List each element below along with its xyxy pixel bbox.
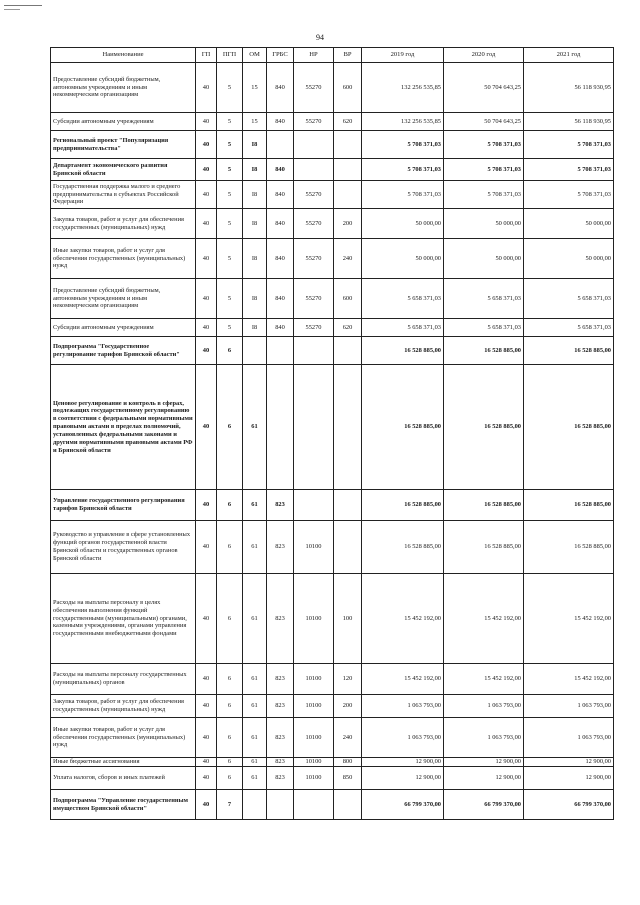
cell-2021: 16 528 885,00: [524, 490, 614, 521]
cell-vr: 240: [334, 718, 362, 758]
cell-nr: 55270: [294, 209, 334, 239]
cell-om: 61: [243, 574, 267, 664]
cell-gp: 40: [196, 718, 217, 758]
cell-2019: 5 708 371,03: [362, 131, 444, 159]
table-row: [51, 279, 614, 319]
cell-name: Иные закупки товаров, работ и услуг для обеспечения государственных (муниципальных) нужд: [51, 239, 196, 279]
cell-name: Региональный проект "Популяризация предпринимательства": [51, 131, 196, 159]
cell-name: Уплата налогов, сборов и иных платежей: [51, 767, 196, 790]
cell-name: Управление государственного регулирования тарифов Брянской области: [51, 490, 196, 521]
cell-2019: 5 708 371,03: [362, 181, 444, 209]
cell-vr: 620: [334, 319, 362, 337]
cell-pgp: 6: [217, 521, 243, 574]
cell-gp: 40: [196, 758, 217, 767]
cell-om: [243, 790, 267, 820]
cell-2019: 50 000,00: [362, 209, 444, 239]
cell-vr: 800: [334, 758, 362, 767]
cell-gp: 40: [196, 695, 217, 718]
table-row: [51, 239, 614, 279]
cell-gp: 40: [196, 521, 217, 574]
cell-gp: 40: [196, 790, 217, 820]
cell-2019: 132 256 535,85: [362, 113, 444, 131]
cell-2019: 132 256 535,85: [362, 63, 444, 113]
cell-om: I8: [243, 209, 267, 239]
cell-pgp: 5: [217, 319, 243, 337]
cell-2021: 1 063 793,00: [524, 718, 614, 758]
cell-nr: 10100: [294, 758, 334, 767]
table-row: [51, 521, 614, 574]
cell-om: [243, 337, 267, 365]
cell-nr: [294, 159, 334, 181]
cell-2019: 12 900,00: [362, 767, 444, 790]
cell-pgp: 6: [217, 767, 243, 790]
cell-pgp: 5: [217, 131, 243, 159]
cell-2021: 5 708 371,03: [524, 131, 614, 159]
cell-2019: 5 658 371,03: [362, 279, 444, 319]
cell-name: Подпрограмма "Государственное регулирование тарифов Брянской области": [51, 337, 196, 365]
table-row: [51, 181, 614, 209]
cell-om: 61: [243, 767, 267, 790]
budget-table: [50, 47, 614, 820]
cell-nr: [294, 337, 334, 365]
cell-pgp: 6: [217, 758, 243, 767]
cell-name: Закупка товаров, работ и услуг для обеспечения государственных (муниципальных) нужд: [51, 695, 196, 718]
cell-gp: 40: [196, 181, 217, 209]
cell-om: I8: [243, 131, 267, 159]
cell-name: Расходы на выплаты персоналу государственных (муниципальных) органов: [51, 664, 196, 695]
cell-name: Ценовое регулирование и контроль в сферах, подлежащих государственному регулированию в соответствии с федеральными нормативными правовыми актами в пределах полномочий, установленных федеральными законами и другими нормативными правовыми актами РФ и Брянской области: [51, 365, 196, 490]
cell-nr: 55270: [294, 181, 334, 209]
cell-2021: 1 063 793,00: [524, 695, 614, 718]
cell-gp: 40: [196, 490, 217, 521]
cell-2021: 5 658 371,03: [524, 279, 614, 319]
cell-nr: 10100: [294, 664, 334, 695]
cell-nr: 10100: [294, 574, 334, 664]
cell-grbs: 823: [267, 490, 294, 521]
cell-2021: 5 658 371,03: [524, 319, 614, 337]
cell-vr: 200: [334, 209, 362, 239]
cell-2019: 12 900,00: [362, 758, 444, 767]
cell-2020: 50 704 643,25: [444, 63, 524, 113]
cell-name: Субсидии автономным учреждениям: [51, 319, 196, 337]
cell-pgp: 6: [217, 664, 243, 695]
cell-2020: 1 063 793,00: [444, 718, 524, 758]
cell-om: 61: [243, 695, 267, 718]
page-number: 94: [316, 33, 324, 42]
cell-vr: [334, 790, 362, 820]
cell-om: I8: [243, 159, 267, 181]
cell-2021: 66 799 370,00: [524, 790, 614, 820]
header-name: Наименование: [51, 48, 196, 63]
table-row: [51, 365, 614, 490]
cell-vr: [334, 521, 362, 574]
cell-vr: 240: [334, 239, 362, 279]
cell-nr: 55270: [294, 113, 334, 131]
cell-nr: [294, 790, 334, 820]
cell-name: Предоставление субсидий бюджетным, автономным учреждениям и иным некоммерческим организациям: [51, 279, 196, 319]
cell-2020: 5 708 371,03: [444, 159, 524, 181]
cell-om: 61: [243, 664, 267, 695]
cell-vr: 600: [334, 279, 362, 319]
cell-gp: 40: [196, 131, 217, 159]
cell-grbs: 840: [267, 319, 294, 337]
cell-2021: 16 528 885,00: [524, 337, 614, 365]
cell-gp: 40: [196, 337, 217, 365]
cell-pgp: 5: [217, 113, 243, 131]
table-row: [51, 113, 614, 131]
table-row: [51, 574, 614, 664]
cell-2019: 1 063 793,00: [362, 718, 444, 758]
cell-grbs: 823: [267, 718, 294, 758]
cell-pgp: 6: [217, 718, 243, 758]
cell-2021: 56 118 930,95: [524, 113, 614, 131]
cell-vr: 620: [334, 113, 362, 131]
cell-nr: 10100: [294, 767, 334, 790]
table-row: [51, 695, 614, 718]
cell-nr: 55270: [294, 239, 334, 279]
cell-grbs: 840: [267, 239, 294, 279]
cell-nr: 10100: [294, 521, 334, 574]
table-header-row: [51, 48, 614, 63]
cell-name: Государственная поддержка малого и среднего предпринимательства в субъектах Российской Федерации: [51, 181, 196, 209]
cell-vr: [334, 131, 362, 159]
cell-om: 61: [243, 521, 267, 574]
cell-gp: 40: [196, 239, 217, 279]
cell-2021: 56 118 930,95: [524, 63, 614, 113]
cell-pgp: 6: [217, 574, 243, 664]
cell-om: I8: [243, 181, 267, 209]
cell-2021: 16 528 885,00: [524, 521, 614, 574]
cell-name: Расходы на выплаты персоналу в целях обеспечения выполнения функций государственными (муниципальными) органами, казенными учреждениями, органами управления государственными внебюджетными фондами: [51, 574, 196, 664]
cell-name: Подпрограмма "Управление государственным имуществом Брянской области": [51, 790, 196, 820]
cell-grbs: [267, 131, 294, 159]
cell-2019: 66 799 370,00: [362, 790, 444, 820]
header-rule-short: [4, 9, 20, 10]
cell-2019: 15 452 192,00: [362, 664, 444, 695]
cell-gp: 40: [196, 574, 217, 664]
cell-vr: [334, 159, 362, 181]
cell-nr: 55270: [294, 279, 334, 319]
cell-2019: 15 452 192,00: [362, 574, 444, 664]
cell-2020: 5 658 371,03: [444, 319, 524, 337]
table-row: [51, 790, 614, 820]
cell-om: I8: [243, 319, 267, 337]
cell-name: Закупка товаров, работ и услуг для обеспечения государственных (муниципальных) нужд: [51, 209, 196, 239]
cell-2020: 16 528 885,00: [444, 365, 524, 490]
cell-gp: 40: [196, 159, 217, 181]
table-row: [51, 209, 614, 239]
cell-pgp: 5: [217, 239, 243, 279]
table-row: [51, 664, 614, 695]
cell-2021: 16 528 885,00: [524, 365, 614, 490]
cell-gp: 40: [196, 365, 217, 490]
table-row: [51, 159, 614, 181]
cell-2020: 15 452 192,00: [444, 574, 524, 664]
cell-2020: 50 000,00: [444, 209, 524, 239]
cell-vr: 120: [334, 664, 362, 695]
cell-gp: 40: [196, 319, 217, 337]
cell-2020: 50 000,00: [444, 239, 524, 279]
cell-om: 15: [243, 113, 267, 131]
cell-gp: 40: [196, 767, 217, 790]
cell-pgp: 6: [217, 365, 243, 490]
cell-grbs: 840: [267, 209, 294, 239]
cell-vr: [334, 365, 362, 490]
cell-2020: 5 708 371,03: [444, 131, 524, 159]
cell-2019: 16 528 885,00: [362, 490, 444, 521]
cell-om: 61: [243, 758, 267, 767]
cell-2019: 1 063 793,00: [362, 695, 444, 718]
cell-gp: 40: [196, 664, 217, 695]
cell-name: Субсидии автономным учреждениям: [51, 113, 196, 131]
cell-pgp: 6: [217, 490, 243, 521]
cell-nr: [294, 490, 334, 521]
header-rule: [4, 5, 42, 6]
table-row: [51, 63, 614, 113]
cell-grbs: [267, 337, 294, 365]
cell-grbs: 823: [267, 767, 294, 790]
cell-grbs: 823: [267, 664, 294, 695]
cell-2021: 15 452 192,00: [524, 664, 614, 695]
cell-grbs: 840: [267, 63, 294, 113]
cell-2020: 16 528 885,00: [444, 337, 524, 365]
cell-grbs: 840: [267, 113, 294, 131]
cell-pgp: 5: [217, 181, 243, 209]
cell-vr: [334, 337, 362, 365]
cell-grbs: 823: [267, 695, 294, 718]
cell-pgp: 5: [217, 279, 243, 319]
cell-2020: 1 063 793,00: [444, 695, 524, 718]
cell-2019: 16 528 885,00: [362, 337, 444, 365]
cell-pgp: 6: [217, 337, 243, 365]
cell-2021: 12 900,00: [524, 758, 614, 767]
cell-grbs: 823: [267, 521, 294, 574]
header-2020: 2020 год: [444, 48, 524, 63]
cell-pgp: 7: [217, 790, 243, 820]
cell-gp: 40: [196, 279, 217, 319]
cell-nr: [294, 365, 334, 490]
cell-om: 61: [243, 490, 267, 521]
cell-2020: 50 704 643,25: [444, 113, 524, 131]
cell-grbs: [267, 365, 294, 490]
cell-name: Департамент экономического развития Брянской области: [51, 159, 196, 181]
cell-vr: [334, 490, 362, 521]
cell-vr: [334, 181, 362, 209]
header-2021: 2021 год: [524, 48, 614, 63]
header-grbs: ГРБС: [267, 48, 294, 63]
cell-2019: 5 708 371,03: [362, 159, 444, 181]
cell-2020: 12 900,00: [444, 758, 524, 767]
cell-2020: 5 658 371,03: [444, 279, 524, 319]
cell-grbs: 823: [267, 758, 294, 767]
cell-2020: 66 799 370,00: [444, 790, 524, 820]
table-row: [51, 718, 614, 758]
cell-om: 61: [243, 365, 267, 490]
header-pgp: ПГП: [217, 48, 243, 63]
cell-2020: 16 528 885,00: [444, 490, 524, 521]
cell-gp: 40: [196, 63, 217, 113]
cell-nr: 10100: [294, 718, 334, 758]
cell-grbs: 840: [267, 159, 294, 181]
header-vr: ВР: [334, 48, 362, 63]
table-row: [51, 337, 614, 365]
header-2019: 2019 год: [362, 48, 444, 63]
table-row: [51, 319, 614, 337]
cell-vr: 200: [334, 695, 362, 718]
cell-2021: 50 000,00: [524, 239, 614, 279]
cell-om: I8: [243, 239, 267, 279]
cell-grbs: 840: [267, 181, 294, 209]
cell-pgp: 5: [217, 209, 243, 239]
cell-2020: 15 452 192,00: [444, 664, 524, 695]
cell-2019: 5 658 371,03: [362, 319, 444, 337]
cell-nr: [294, 131, 334, 159]
cell-pgp: 6: [217, 695, 243, 718]
cell-2019: 16 528 885,00: [362, 365, 444, 490]
cell-om: 61: [243, 718, 267, 758]
cell-2021: 15 452 192,00: [524, 574, 614, 664]
cell-2021: 5 708 371,03: [524, 159, 614, 181]
cell-name: Предоставление субсидий бюджетным, автономным учреждениям и иным некоммерческим организациям: [51, 63, 196, 113]
cell-gp: 40: [196, 209, 217, 239]
cell-pgp: 5: [217, 159, 243, 181]
table-row: [51, 490, 614, 521]
cell-om: I8: [243, 279, 267, 319]
header-om: ОМ: [243, 48, 267, 63]
cell-name: Иные бюджетные ассигнования: [51, 758, 196, 767]
cell-2020: 12 900,00: [444, 767, 524, 790]
cell-nr: 10100: [294, 695, 334, 718]
cell-grbs: 823: [267, 574, 294, 664]
header-nr: НР: [294, 48, 334, 63]
cell-name: Иные закупки товаров, работ и услуг для обеспечения государственных (муниципальных) нужд: [51, 718, 196, 758]
cell-2021: 12 900,00: [524, 767, 614, 790]
cell-2019: 16 528 885,00: [362, 521, 444, 574]
cell-2021: 50 000,00: [524, 209, 614, 239]
cell-nr: 55270: [294, 319, 334, 337]
cell-2020: 5 708 371,03: [444, 181, 524, 209]
table-row: [51, 767, 614, 790]
cell-name: Руководство и управление в сфере установленных функций органов государственной власти Брянской области и государственных органов Брянской области: [51, 521, 196, 574]
cell-2019: 50 000,00: [362, 239, 444, 279]
cell-grbs: [267, 790, 294, 820]
cell-gp: 40: [196, 113, 217, 131]
cell-om: 15: [243, 63, 267, 113]
cell-pgp: 5: [217, 63, 243, 113]
cell-vr: 850: [334, 767, 362, 790]
cell-vr: 600: [334, 63, 362, 113]
cell-nr: 55270: [294, 63, 334, 113]
table-row: [51, 131, 614, 159]
header-gp: ГП: [196, 48, 217, 63]
cell-vr: 100: [334, 574, 362, 664]
cell-2021: 5 708 371,03: [524, 181, 614, 209]
table-row: [51, 758, 614, 767]
cell-grbs: 840: [267, 279, 294, 319]
cell-2020: 16 528 885,00: [444, 521, 524, 574]
